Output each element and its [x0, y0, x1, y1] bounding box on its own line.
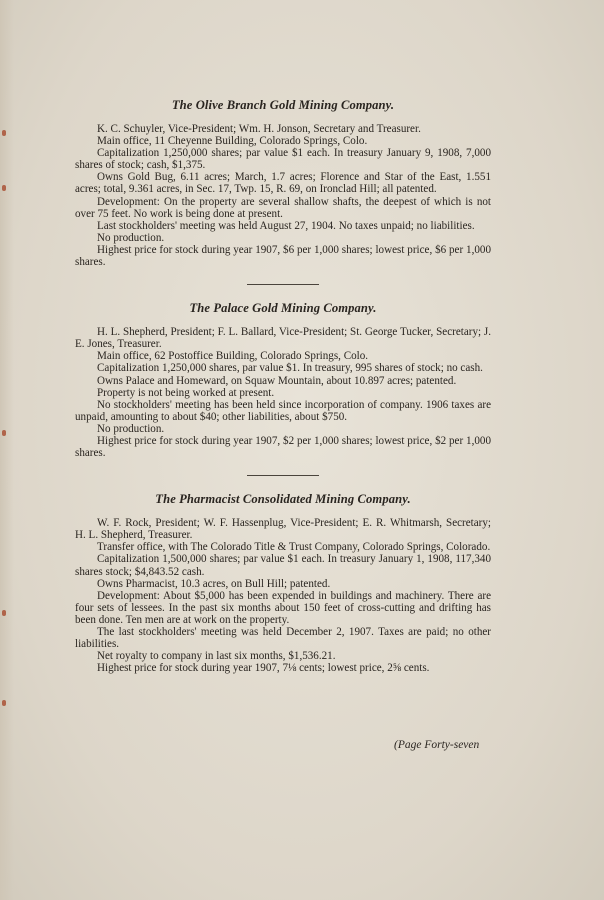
paragraph: Net royalty to company in last six months, $1,536.21.	[97, 650, 336, 663]
binding-hole	[2, 430, 6, 436]
company-section-palace	[75, 301, 491, 459]
paragraph: W. F. Rock, President; W. F. Hassenplug, Vice-President; E. R. Whitmarsh, Secretary; H. L. Shepherd, Treasurer.	[75, 517, 491, 542]
paragraph: Capitalization 1,250,000 shares; par value $1 each. In treasury January 9, 1908, 7,000 shares of stock; cash, $1,375.	[75, 147, 491, 172]
paragraph: Property is not being worked at present.	[97, 386, 275, 399]
paragraph: Highest price for stock during year 1907, 7⅛ cents; lowest price, 2⅝ cents.	[97, 662, 430, 675]
section-title: The Olive Branch Gold Mining Company.	[171, 98, 395, 112]
paragraph: Development: About $5,000 has been expended in buildings and machinery. There are four sets of lessees. In the past six months about 150 feet of cross-cutting and drifting has been done. Ten men are at work on the property.	[75, 589, 491, 626]
paragraph: No stockholders' meeting has been held since incorporation of company. 1906 taxes are unpaid, amounting to about $40; other liabilities, about $750.	[75, 398, 491, 423]
binding-hole	[2, 610, 6, 616]
binding-hole	[2, 130, 6, 136]
page-content	[75, 98, 491, 674]
binding-hole	[2, 700, 6, 706]
paragraph: Owns Pharmacist, 10.3 acres, on Bull Hill; patented.	[97, 577, 331, 590]
section-divider	[247, 284, 319, 285]
paragraph: Main office, 11 Cheyenne Building, Colorado Springs, Colo.	[97, 135, 368, 148]
paragraph: Development: On the property are several shallow shafts, the deepest of which is not over 75 feet. No work is being done at present.	[75, 195, 491, 220]
paragraph: Highest price for stock during year 1907, $6 per 1,000 shares; lowest price, $6 per 1,000 shares.	[75, 243, 491, 269]
paragraph: Owns Palace and Homeward, on Squaw Mountain, about 10.897 acres; patented.	[97, 374, 457, 387]
company-section-pharmacist	[75, 492, 491, 674]
paragraph: Main office, 62 Postoffice Building, Colorado Springs, Colo.	[97, 350, 369, 363]
paragraph: Capitalization 1,250,000 shares, par value $1. In treasury, 995 shares of stock; no cash.	[97, 362, 483, 375]
paragraph: Capitalization 1,500,000 shares; par value $1 each. In treasury January 1, 1908, 117,340 shares stock; $4,843.52 cash.	[75, 553, 491, 578]
paragraph: No production.	[97, 422, 165, 435]
paragraph: Highest price for stock during year 1907, $2 per 1,000 shares; lowest price, $2 per 1,000 shares.	[75, 434, 491, 460]
paragraph: Transfer office, with The Colorado Title & Trust Company, Colorado Springs, Colorado.	[97, 541, 491, 554]
paragraph: The last stockholders' meeting was held December 2, 1907. Taxes are paid; no other liabilities.	[75, 626, 491, 651]
binding-hole	[2, 185, 6, 191]
section-title: The Pharmacist Consolidated Mining Company.	[155, 492, 411, 507]
paragraph: Last stockholders' meeting was held August 27, 1904. No taxes unpaid; no liabilities.	[97, 219, 475, 232]
paragraph: No production.	[97, 231, 165, 244]
section-divider	[247, 475, 319, 476]
paragraph: H. L. Shepherd, President; F. L. Ballard, Vice-President; St. George Tucker, Secretary; J. E. Jones, Treasurer.	[75, 326, 491, 351]
paragraph: Owns Gold Bug, 6.11 acres; March, 1.7 acres; Florence and Star of the East, 1.551 acres; total, 9.361 acres, in Sec. 17, Twp. 15, R. 69, on Ironclad Hill; all patented.	[75, 171, 491, 196]
page-number: (Page Forty-seven	[394, 739, 480, 751]
company-section-olive-branch	[75, 98, 491, 268]
paragraph: K. C. Schuyler, Vice-President; Wm. H. Jonson, Secretary and Treasurer.	[97, 123, 421, 135]
section-title: The Palace Gold Mining Company.	[189, 301, 377, 316]
